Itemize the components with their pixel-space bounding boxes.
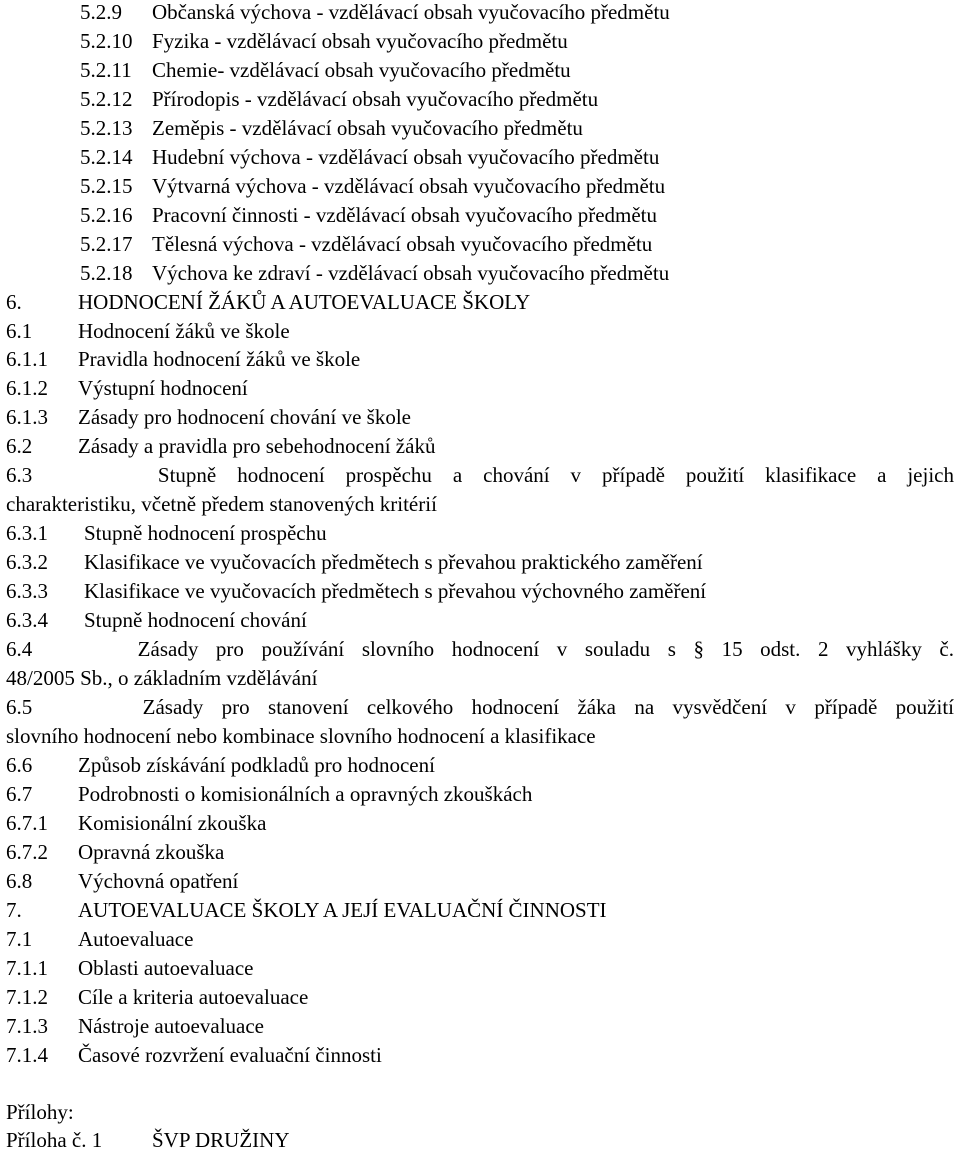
toc-title: Podrobnosti o komisionálních a opravných zkouškách — [78, 782, 533, 806]
toc-title: Klasifikace ve vyučovacích předmětech s převahou výchovného zaměření — [84, 579, 707, 603]
toc-number: 6.4 — [6, 637, 33, 661]
toc-number: 5.2.10 — [80, 29, 133, 53]
toc-title-continuation: charakteristiku, včetně předem stanovených kritérií — [6, 492, 437, 516]
toc-number: 6.1.1 — [6, 347, 48, 371]
toc-title: Zásady a pravidla pro sebehodnocení žáků — [78, 434, 436, 458]
toc-number: 6.7.2 — [6, 840, 48, 864]
toc-entry-line — [6, 637, 954, 661]
toc-number: 7.1.1 — [6, 956, 48, 980]
toc-number: 6. — [6, 290, 22, 314]
toc-number: 5.2.18 — [80, 261, 133, 285]
toc-number: 6.7.1 — [6, 811, 48, 835]
toc-number: 5.2.17 — [80, 232, 133, 256]
toc-entry-line — [6, 695, 954, 719]
toc-title: AUTOEVALUACE ŠKOLY A JEJÍ EVALUAČNÍ ČINNOSTI — [78, 898, 607, 922]
toc-entry-line — [6, 463, 954, 487]
toc-number: 6.7 — [6, 782, 33, 806]
toc-title: HODNOCENÍ ŽÁKŮ A AUTOEVALUACE ŠKOLY — [78, 290, 531, 314]
toc-title: Přírodopis - vzdělávací obsah vyučovacího předmětu — [152, 87, 599, 111]
toc-title: Autoevaluace — [78, 927, 194, 951]
toc-number: 5.2.13 — [80, 116, 133, 140]
toc-title: Stupně hodnocení chování — [84, 608, 307, 632]
toc-number: 6.8 — [6, 869, 33, 893]
toc-title: Hodnocení žáků ve škole — [78, 319, 290, 343]
toc-number: 6.1.2 — [6, 376, 48, 400]
toc-title: Způsob získávání podkladů pro hodnocení — [78, 753, 435, 777]
toc-number: 6.2 — [6, 434, 33, 458]
toc-title: Stupně hodnocení prospěchu a chování v případě použití klasifikace a jejich — [157, 463, 954, 487]
toc-number: 5.2.9 — [80, 0, 122, 24]
toc-number: 6.3.1 — [6, 521, 48, 545]
toc-title: Občanská výchova - vzdělávací obsah vyučovacího předmětu — [152, 0, 670, 24]
toc-title: Časové rozvržení evaluační činnosti — [78, 1043, 382, 1067]
toc-number: 6.3.2 — [6, 550, 48, 574]
toc-title: Zásady pro hodnocení chování ve škole — [78, 405, 411, 429]
toc-title: Zeměpis - vzdělávací obsah vyučovacího předmětu — [152, 116, 583, 140]
toc-title: Klasifikace ve vyučovacích předmětech s převahou praktického zaměření — [84, 550, 703, 574]
toc-number: 6.1 — [6, 319, 33, 343]
toc-number: 6.3.4 — [6, 608, 48, 632]
toc-title: Chemie- vzdělávací obsah vyučovacího předmětu — [152, 58, 571, 82]
toc-title: Tělesná výchova - vzdělávací obsah vyučovacího předmětu — [152, 232, 653, 256]
toc-title-continuation: 48/2005 Sb., o základním vzdělávání — [6, 666, 318, 690]
toc-title: Výtvarná výchova - vzdělávací obsah vyučovacího předmětu — [152, 174, 666, 198]
toc-number: 5.2.14 — [80, 145, 133, 169]
toc-number: 5.2.16 — [80, 203, 133, 227]
toc-number: 6.6 — [6, 753, 33, 777]
toc-title: Výstupní hodnocení — [78, 376, 248, 400]
toc-number: 6.1.3 — [6, 405, 48, 429]
toc-title: Pravidla hodnocení žáků ve škole — [78, 347, 361, 371]
toc-title-continuation: slovního hodnocení nebo kombinace slovního hodnocení a klasifikace — [6, 724, 596, 748]
toc-title: Nástroje autoevaluace — [78, 1014, 264, 1038]
toc-number: 5.2.12 — [80, 87, 133, 111]
toc-number: 7.1.4 — [6, 1043, 48, 1067]
attachments-heading-text: Přílohy: — [6, 1100, 74, 1124]
toc-number: 7.1.3 — [6, 1014, 48, 1038]
toc-title: Cíle a kriteria autoevaluace — [78, 985, 309, 1009]
toc-title: Výchova ke zdraví - vzdělávací obsah vyučovacího předmětu — [152, 261, 670, 285]
toc-number: 6.3.3 — [6, 579, 48, 603]
toc-title: Zásady pro stanovení celkového hodnocení žáka na vysvědčení v případě použití — [142, 695, 955, 719]
toc-number: 6.3 — [6, 463, 33, 487]
attachment-label: Příloha č. 1 — [6, 1128, 103, 1152]
toc-title: Zásady pro používání slovního hodnocení v souladu s § 15 odst. 2 vyhlášky č. — [137, 637, 954, 661]
toc-title: Opravná zkouška — [78, 840, 225, 864]
toc-title: Hudební výchova - vzdělávací obsah vyučovacího předmětu — [152, 145, 660, 169]
toc-number: 5.2.15 — [80, 174, 133, 198]
toc-title: Výchovná opatření — [78, 869, 239, 893]
toc-number: 7. — [6, 898, 22, 922]
toc-title: Fyzika - vzdělávací obsah vyučovacího předmětu — [152, 29, 568, 53]
toc-number: 6.5 — [6, 695, 33, 719]
toc-title: Komisionální zkouška — [78, 811, 267, 835]
toc-number: 7.1.2 — [6, 985, 48, 1009]
toc-number: 7.1 — [6, 927, 33, 951]
toc-title: Oblasti autoevaluace — [78, 956, 254, 980]
toc-number: 5.2.11 — [80, 58, 132, 82]
attachment-title: ŠVP DRUŽINY — [152, 1128, 290, 1152]
toc-title: Stupně hodnocení prospěchu — [84, 521, 327, 545]
toc-title: Pracovní činnosti - vzdělávací obsah vyučovacího předmětu — [152, 203, 658, 227]
